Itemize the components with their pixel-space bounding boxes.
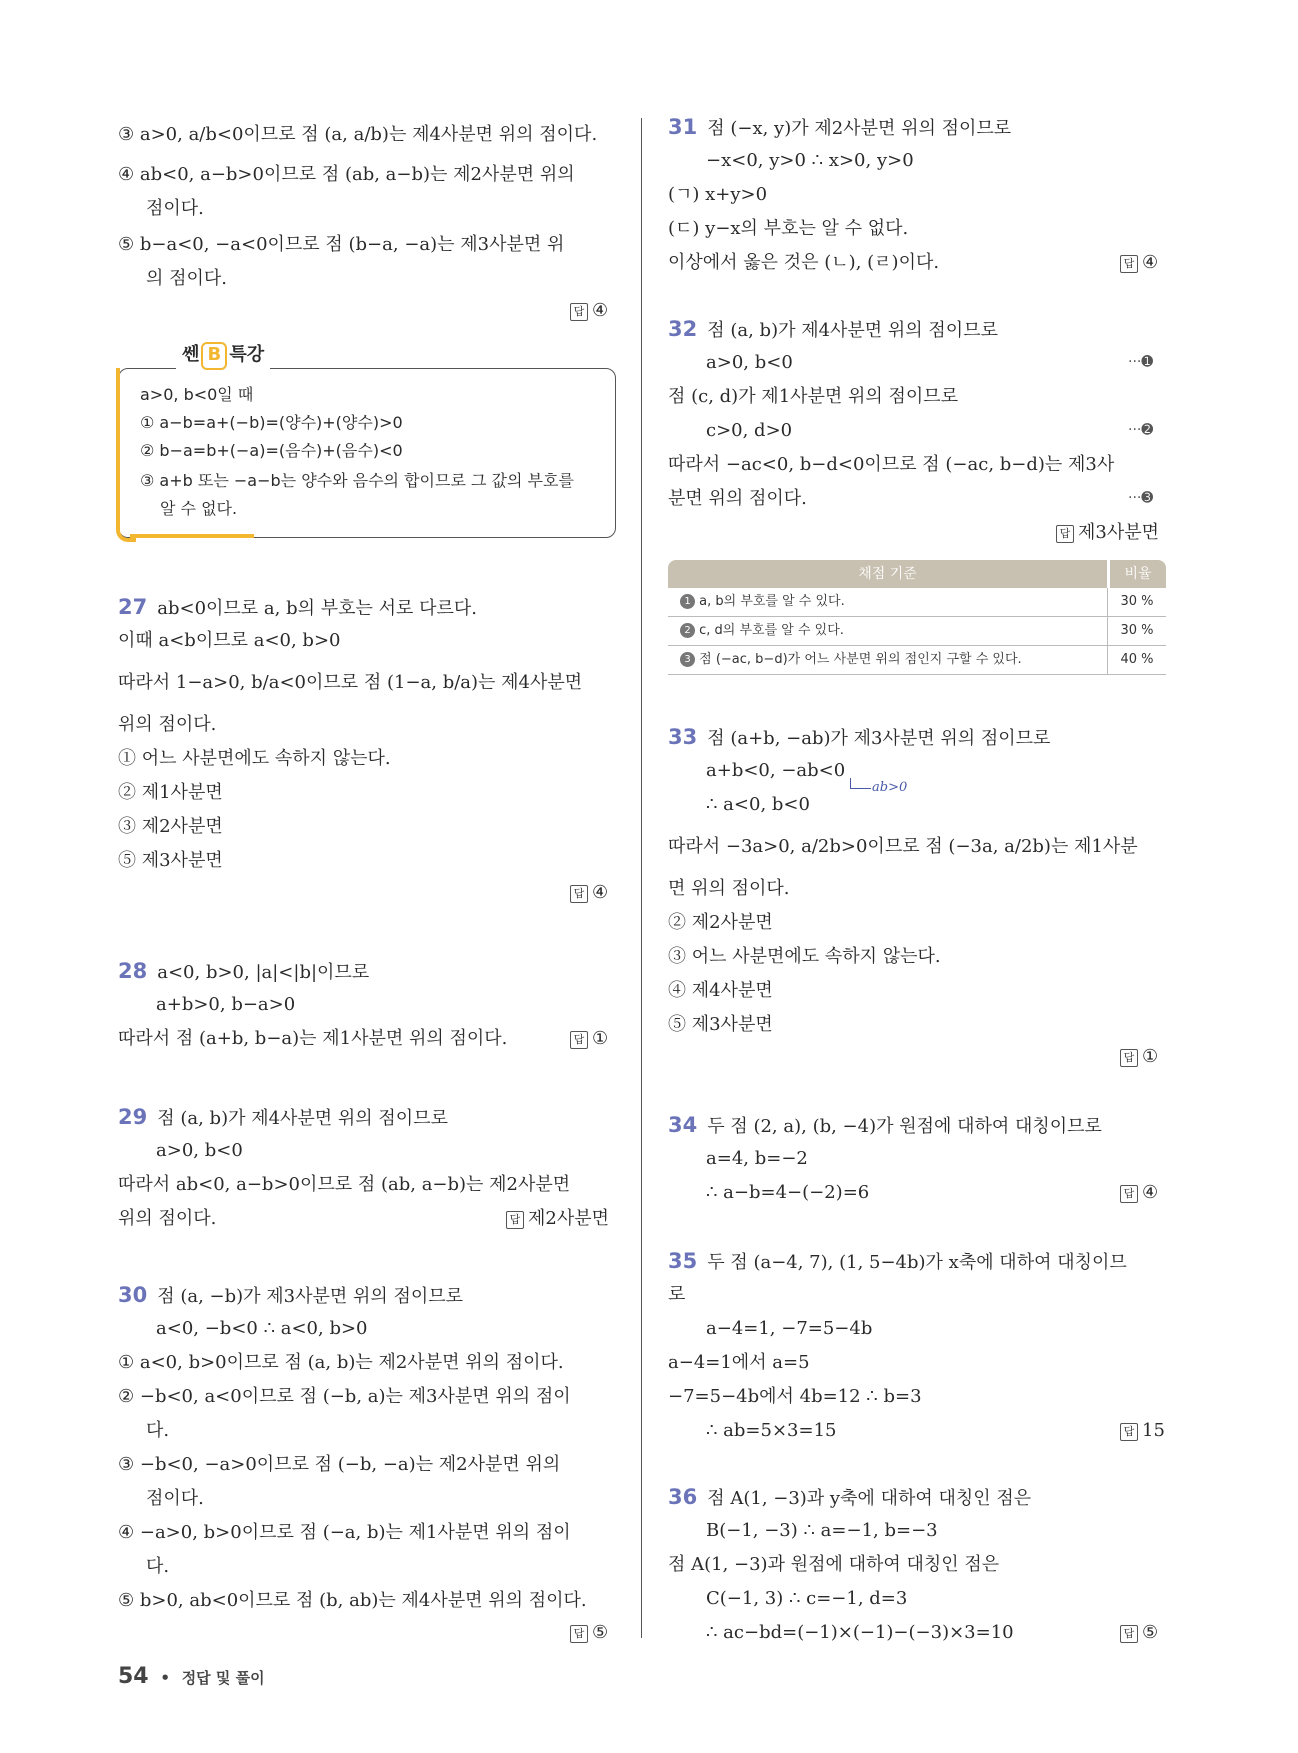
problem-line: ② 제2사분면 xyxy=(668,912,773,933)
step-number-badge: 2 xyxy=(680,623,695,638)
criteria-text: a, b의 부호를 알 수 있다. xyxy=(699,594,845,609)
problem-line: 점 A(1, −3)과 y축에 대하여 대칭인 점은 xyxy=(707,1488,1032,1509)
criteria-cell xyxy=(668,617,1108,645)
answer-icon: 답 xyxy=(570,1031,588,1049)
problem-line: a<0, b>0, |a|<|b|이므로 xyxy=(157,962,370,983)
answer-value: ① xyxy=(592,1028,609,1049)
problem-number: 35 xyxy=(668,1249,698,1273)
problem-line: ∴ ac−bd=(−1)×(−1)−(−3)×3=10 xyxy=(706,1622,1014,1643)
problem-line: ⑤ 제3사분면 xyxy=(668,1014,773,1035)
step-number-badge: 1 xyxy=(680,594,695,609)
table-row xyxy=(668,646,1166,675)
answer-icon: 답 xyxy=(1120,1185,1138,1203)
answer-icon: 답 xyxy=(506,1211,524,1229)
problem-line: a+b<0, −ab<0 xyxy=(706,760,846,781)
answer-icon: 답 xyxy=(570,885,588,903)
problem-line: 분면 위의 점이다. xyxy=(668,488,807,509)
answer-icon: 답 xyxy=(1056,525,1074,543)
problem-line: ④ −a>0, b>0이므로 점 (−a, b)는 제1사분면 위의 점이 xyxy=(118,1522,571,1543)
problem-line: (ㄷ) y−x의 부호는 알 수 없다. xyxy=(668,218,909,239)
problem-line: 이상에서 옳은 것은 (ㄴ), (ㄹ)이다. xyxy=(668,252,940,273)
answer-mark xyxy=(1120,250,1158,276)
problem-line: ab<0이므로 a, b의 부호는 서로 다르다. xyxy=(157,598,477,619)
special-title-pre: 쎈 xyxy=(182,344,200,365)
step-marker: ···➊ xyxy=(1128,354,1154,370)
intro-line: ③ a>0, a/b<0이므로 점 (a, a/b)는 제4사분면 위의 점이다. xyxy=(118,124,598,145)
problem-line: 따라서 1−a>0, b/a<0이므로 점 (1−a, b/a)는 제4사분면 xyxy=(118,672,583,693)
answer-icon: 답 xyxy=(1120,1625,1138,1643)
problem-line: ④ 제4사분면 xyxy=(668,980,773,1001)
answer-icon: 답 xyxy=(1120,1423,1138,1441)
problem-line: a<0, −b<0 ∴ a<0, b>0 xyxy=(156,1318,368,1339)
intro-line: 점이다. xyxy=(146,198,204,219)
answer-mark xyxy=(506,1206,609,1232)
problem-line: a−4=1, −7=5−4b xyxy=(706,1318,873,1339)
problem-number: 33 xyxy=(668,725,698,749)
problem-number: 34 xyxy=(668,1113,698,1137)
rate-cell: 40 % xyxy=(1120,652,1154,667)
answer-value: ④ xyxy=(592,300,609,321)
problem-line: 따라서 −ac<0, b−d<0이므로 점 (−ac, b−d)는 제3사 xyxy=(668,454,1115,475)
problem-number: 27 xyxy=(118,595,148,619)
criteria-cell xyxy=(668,588,1108,616)
answer-value: 15 xyxy=(1142,1420,1165,1441)
answer-value: ① xyxy=(1142,1046,1159,1067)
problem-36 xyxy=(668,1484,1031,1512)
answer-mark xyxy=(1120,1044,1158,1070)
problem-number: 28 xyxy=(118,959,148,983)
special-accent xyxy=(116,368,136,542)
problem-28 xyxy=(118,958,369,986)
column-divider xyxy=(641,118,642,1638)
answer-value: ④ xyxy=(1142,1182,1159,1203)
table-row xyxy=(668,588,1166,617)
problem-32 xyxy=(668,316,998,344)
special-title-post: 특강 xyxy=(229,344,265,365)
header-rate: 비율 xyxy=(1110,560,1166,588)
answer-icon: 답 xyxy=(1120,255,1138,273)
problem-line: a+b>0, b−a>0 xyxy=(156,994,296,1015)
problem-30 xyxy=(118,1282,463,1310)
problem-line: 점 (−x, y)가 제2사분면 위의 점이므로 xyxy=(707,118,1012,139)
problem-line: ∴ ab=5×3=15 xyxy=(706,1420,837,1441)
problem-line: C(−1, 3) ∴ c=−1, d=3 xyxy=(706,1588,908,1609)
criteria-text: c, d의 부호를 알 수 있다. xyxy=(699,623,844,638)
problem-27 xyxy=(118,594,477,622)
problem-line: 점 (a, −b)가 제3사분면 위의 점이므로 xyxy=(157,1286,464,1307)
problem-33 xyxy=(668,724,1050,752)
grading-table-header xyxy=(668,560,1166,588)
criteria-cell xyxy=(668,646,1108,674)
answer-mark xyxy=(1120,1620,1158,1646)
answer-mark xyxy=(570,1026,608,1052)
problem-line: a−4=1에서 a=5 xyxy=(668,1352,810,1373)
problem-31 xyxy=(668,114,1011,142)
special-line: ② b−a=b+(−a)=(음수)+(음수)<0 xyxy=(140,441,403,460)
problem-line: a>0, b<0 xyxy=(156,1140,243,1161)
special-accent-bar xyxy=(130,534,254,538)
problem-line: c>0, d>0 xyxy=(706,420,793,441)
problem-line: ③ 제2사분면 xyxy=(118,816,223,837)
special-b-badge: B xyxy=(201,342,227,370)
answer-mark xyxy=(570,880,608,906)
footer-bullet: • xyxy=(160,1669,170,1687)
problem-line: ∴ a<0, b<0 xyxy=(706,794,810,815)
problem-line: ⑤ 제3사분면 xyxy=(118,850,223,871)
answer-icon: 답 xyxy=(1120,1049,1138,1067)
problem-line: 이때 a<b이므로 a<0, b>0 xyxy=(118,630,341,651)
criteria-text: 점 (−ac, b−d)가 어느 사분면 위의 점인지 구할 수 있다. xyxy=(699,652,1022,667)
answer-value: ④ xyxy=(592,882,609,903)
problem-line: 면 위의 점이다. xyxy=(668,878,790,899)
annotation-note: ab>0 xyxy=(872,780,908,795)
problem-line: ② −b<0, a<0이므로 점 (−b, a)는 제3사분면 위의 점이 xyxy=(118,1386,571,1407)
intro-line: 의 점이다. xyxy=(146,268,227,289)
problem-line: 위의 점이다. xyxy=(118,714,217,735)
problem-line: 다. xyxy=(146,1420,170,1441)
problem-line: 점 (a+b, −ab)가 제3사분면 위의 점이므로 xyxy=(707,728,1051,749)
answer-mark xyxy=(1120,1418,1165,1444)
special-lecture-title xyxy=(176,340,270,370)
problem-line: ③ −b<0, −a>0이므로 점 (−b, −a)는 제2사분면 위의 xyxy=(118,1454,561,1475)
problem-line: ③ 어느 사분면에도 속하지 않는다. xyxy=(668,946,941,967)
problem-line: 두 점 (2, a), (b, −4)가 원점에 대하여 대칭이므로 xyxy=(707,1116,1102,1137)
problem-number: 36 xyxy=(668,1485,698,1509)
special-line: ③ a+b 또는 −a−b는 양수와 음수의 합이므로 그 값의 부호를 xyxy=(140,471,574,490)
special-line: a>0, b<0일 때 xyxy=(140,385,254,404)
header-criteria: 채점 기준 xyxy=(668,560,1107,588)
problem-35 xyxy=(668,1248,1127,1276)
answer-mark xyxy=(1120,1180,1158,1206)
special-line: ① a−b=a+(−b)=(양수)+(양수)>0 xyxy=(140,413,403,432)
problem-line: ① a<0, b>0이므로 점 (a, b)는 제2사분면 위의 점이다. xyxy=(118,1352,564,1373)
step-marker: ···➋ xyxy=(1128,422,1154,438)
problem-line: 따라서 점 (a+b, b−a)는 제1사분면 위의 점이다. xyxy=(118,1028,508,1049)
answer-icon: 답 xyxy=(570,303,588,321)
problem-line: a=4, b=−2 xyxy=(706,1148,808,1169)
problem-34 xyxy=(668,1112,1102,1140)
problem-line: 따라서 ab<0, a−b>0이므로 점 (ab, a−b)는 제2사분면 xyxy=(118,1174,571,1195)
answer-mark xyxy=(1056,520,1159,546)
problem-line: 따라서 −3a>0, a/2b>0이므로 점 (−3a, a/2b)는 제1사분 xyxy=(668,836,1138,857)
problem-number: 30 xyxy=(118,1283,148,1307)
table-row xyxy=(668,617,1166,646)
answer-mark xyxy=(570,1620,608,1646)
problem-line: 점 (a, b)가 제4사분면 위의 점이므로 xyxy=(157,1108,448,1129)
problem-line: 로 xyxy=(668,1284,686,1305)
intro-line: ④ ab<0, a−b>0이므로 점 (ab, a−b)는 제2사분면 위의 xyxy=(118,164,575,185)
intro-line: ⑤ b−a<0, −a<0이므로 점 (b−a, −a)는 제3사분면 위 xyxy=(118,234,565,255)
problem-number: 31 xyxy=(668,115,698,139)
problem-line: ∴ a−b=4−(−2)=6 xyxy=(706,1182,870,1203)
answer-value: ④ xyxy=(1142,252,1159,273)
page-footer xyxy=(118,1664,265,1689)
problem-line: −7=5−4b에서 4b=12 ∴ b=3 xyxy=(668,1386,922,1407)
answer-icon: 답 xyxy=(570,1625,588,1643)
problem-29 xyxy=(118,1104,448,1132)
problem-line: 점이다. xyxy=(146,1488,204,1509)
rate-cell: 30 % xyxy=(1120,594,1154,609)
footer-label: 정답 및 풀이 xyxy=(181,1669,265,1687)
problem-line: 점 A(1, −3)과 원점에 대하여 대칭인 점은 xyxy=(668,1554,1000,1575)
problem-line: ② 제1사분면 xyxy=(118,782,223,803)
problem-line: ⑤ b>0, ab<0이므로 점 (b, ab)는 제4사분면 위의 점이다. xyxy=(118,1590,587,1611)
answer-value: 제3사분면 xyxy=(1078,522,1160,543)
problem-line: −x<0, y>0 ∴ x>0, y>0 xyxy=(706,150,914,171)
problem-line: a>0, b<0 xyxy=(706,352,793,373)
problem-line: 두 점 (a−4, 7), (1, 5−4b)가 x축에 대하여 대칭이므 xyxy=(707,1252,1127,1273)
step-number-badge: 3 xyxy=(680,652,695,667)
problem-line: 점 (c, d)가 제1사분면 위의 점이므로 xyxy=(668,386,959,407)
problem-line: 점 (a, b)가 제4사분면 위의 점이므로 xyxy=(707,320,998,341)
problem-number: 29 xyxy=(118,1105,148,1129)
problem-line: B(−1, −3) ∴ a=−1, b=−3 xyxy=(706,1520,938,1541)
problem-line: (ㄱ) x+y>0 xyxy=(668,184,768,205)
answer-value: ⑤ xyxy=(1142,1622,1159,1643)
problem-line: ① 어느 사분면에도 속하지 않는다. xyxy=(118,748,391,769)
step-marker: ···➌ xyxy=(1128,490,1154,506)
problem-number: 32 xyxy=(668,317,698,341)
answer-value: 제2사분면 xyxy=(528,1208,610,1229)
special-line: 알 수 없다. xyxy=(160,499,238,518)
grading-table xyxy=(668,560,1166,675)
annotation-bracket xyxy=(850,778,871,789)
page-number: 54 xyxy=(118,1664,149,1689)
problem-line: 다. xyxy=(146,1556,170,1577)
problem-line: 위의 점이다. xyxy=(118,1208,217,1229)
rate-cell: 30 % xyxy=(1120,623,1154,638)
answer-value: ⑤ xyxy=(592,1622,609,1643)
answer-mark xyxy=(570,298,608,324)
